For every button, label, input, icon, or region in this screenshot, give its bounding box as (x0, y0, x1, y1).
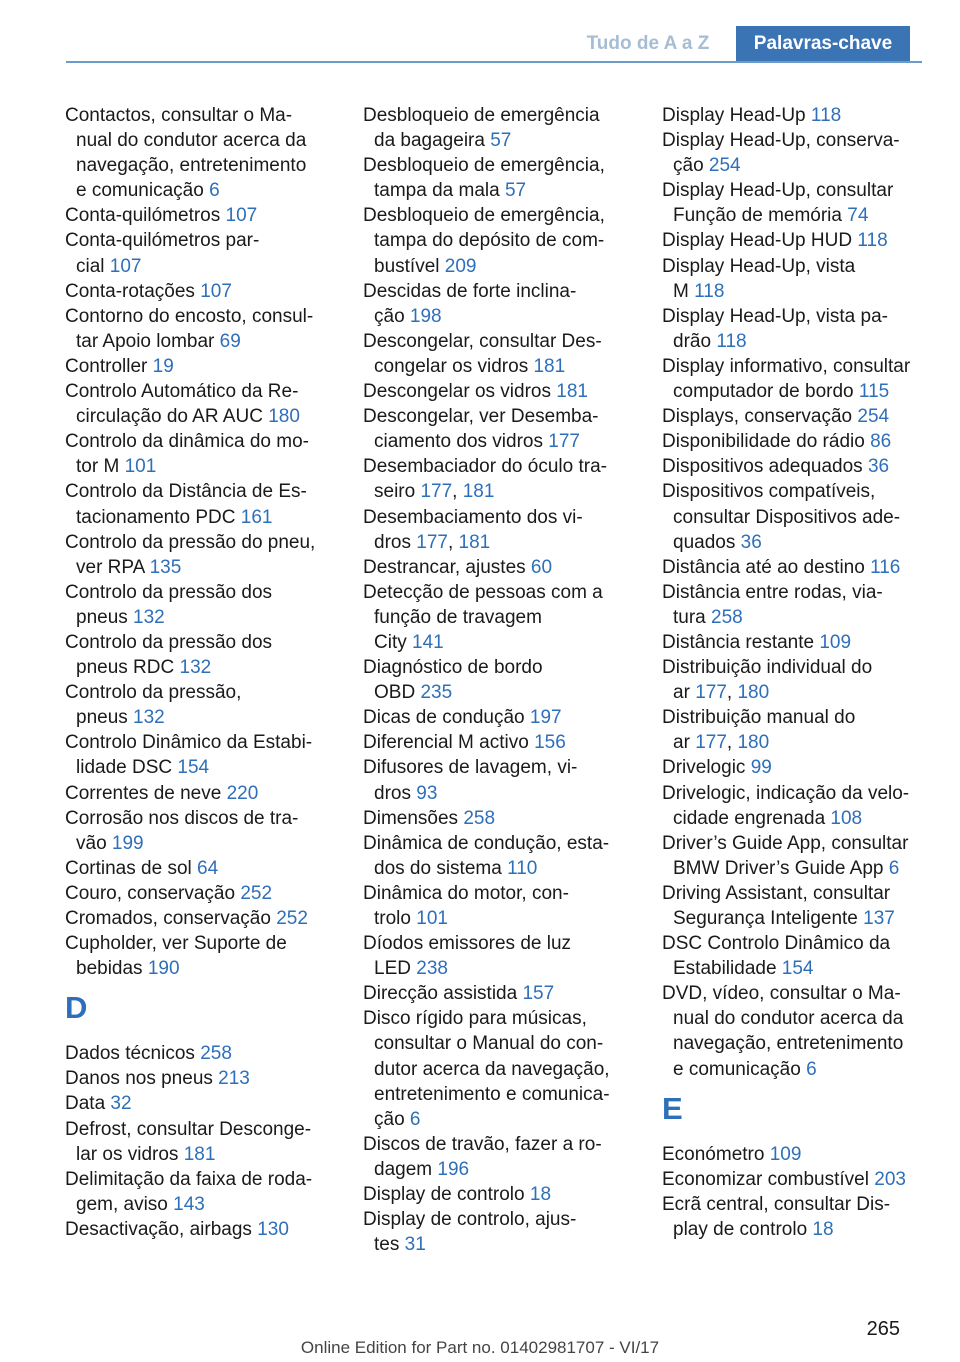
index-entry-text: Danos nos pneus (65, 1068, 219, 1090)
page-reference-link[interactable]: 69 (219, 330, 241, 352)
page-reference-link[interactable]: 238 (416, 958, 448, 980)
index-entry-text: ção (374, 305, 410, 327)
index-entry-text: Driving Assistant, consultar (662, 882, 891, 904)
index-entry (65, 580, 335, 630)
index-entry-text: dros (374, 531, 417, 553)
index-entry-text: DSC Controlo Dinâmico da (662, 933, 891, 955)
index-entry-text: tampa do depósito de com- (374, 230, 605, 252)
index-entry (65, 1117, 335, 1167)
index-entry-text: Desembaciamento dos vi- (363, 506, 583, 528)
index-entry (65, 479, 335, 529)
page-reference-link[interactable]: 6 (806, 1058, 817, 1080)
page-reference-link[interactable]: 252 (276, 908, 308, 929)
page-reference-link[interactable]: 220 (226, 782, 259, 804)
index-entry-text: Display Head-Up, consultar (662, 180, 894, 202)
index-entry-text: Difusores de lavagem, vi- (363, 757, 578, 779)
index-entry (65, 228, 335, 278)
index-entry (65, 630, 335, 680)
index-entry-text: Controlo da Distância de Es- (65, 481, 307, 503)
index-entry-text: Distância até ao destino (662, 556, 871, 578)
index-entry-text: e comunicação (76, 180, 210, 202)
index-entry-text: Função de memória (673, 205, 848, 227)
page-reference-link[interactable]: 86 (870, 431, 892, 453)
index-entry-text: ciamento dos vidros (374, 431, 549, 453)
index-entry (363, 931, 633, 981)
index-entry-text: drão (673, 330, 717, 352)
page-reference-link[interactable]: 118 (857, 230, 888, 252)
page-reference-link[interactable]: 177 (416, 531, 448, 553)
index-entry-text: Economizar combustível (662, 1168, 875, 1190)
index-entry-text: nual do condutor acerca da (673, 1008, 904, 1030)
index-entry (662, 1192, 930, 1242)
index-entry-text: congelar os vidros (374, 355, 534, 377)
index-entry-text: Dispositivos compatíveis, (662, 481, 876, 503)
index-entry-text: Controlo Dinâmico da Estabi- (65, 732, 313, 754)
index-entry (363, 279, 633, 329)
index-entry (363, 755, 633, 805)
index-entry-text: Estabilidade (673, 958, 782, 980)
page-reference-link[interactable]: 141 (412, 631, 444, 653)
index-entry (65, 680, 335, 730)
page-reference-link[interactable]: 209 (444, 255, 477, 277)
index-entry (662, 555, 930, 580)
page-reference-link[interactable]: 60 (530, 556, 553, 578)
page-reference-link[interactable]: 181 (533, 355, 566, 377)
index-entry-text: trolo (374, 908, 417, 929)
page-reference-link[interactable]: 118 (810, 105, 842, 126)
page-reference-link[interactable]: 109 (819, 631, 852, 653)
page-reference-link[interactable]: 36 (740, 531, 762, 553)
page-reference-link[interactable]: 101 (416, 908, 448, 929)
page-reference-link[interactable]: 115 (858, 381, 890, 403)
index-entry-text: Data (65, 1093, 111, 1115)
index-entry (363, 580, 633, 655)
index-entry-text: bustível (374, 255, 445, 277)
index-entry-text: computador de bordo (673, 381, 859, 403)
index-entry (363, 1006, 633, 1131)
index-entry-text: Display Head-Up, vista (662, 255, 856, 277)
index-entry-text: tar Apoio lombar (76, 330, 220, 352)
index-entry (363, 881, 633, 931)
index-entry (662, 1142, 930, 1167)
page-reference-link[interactable]: 181 (462, 481, 495, 503)
index-entry-text: tacionamento PDC (76, 506, 241, 528)
index-entry (65, 931, 335, 981)
index-entry-text: Direcção assistida (363, 983, 523, 1005)
index-entry-text: da bagageira (374, 130, 491, 152)
index-entry (662, 128, 930, 178)
index-entry (363, 103, 633, 153)
index-entry-text: Conta-quilómetros par- (65, 230, 260, 252)
index-entry-text: Contorno do encosto, consul- (65, 305, 314, 327)
index-entry-text: Conta-quilómetros (65, 205, 226, 227)
index-entry (363, 705, 633, 730)
index-entry-text: Displays, conservação (662, 406, 858, 428)
index-entry (363, 1182, 633, 1207)
page-reference-link[interactable]: 6 (409, 1108, 421, 1130)
page-reference-link[interactable]: 154 (781, 958, 814, 980)
index-entry (363, 806, 633, 831)
index-entry-text: Display de controlo (363, 1184, 530, 1206)
index-entry (662, 429, 930, 454)
index-entry-text: Display Head-Up, vista pa- (662, 305, 888, 327)
index-entry-text: Display informativo, consultar (662, 355, 911, 377)
page-reference-link[interactable]: 18 (812, 1218, 834, 1240)
page-reference-link[interactable]: 108 (830, 807, 863, 829)
index-entry (65, 530, 335, 580)
index-entry-text: e comunicação (673, 1058, 807, 1080)
index-entry (363, 555, 633, 580)
index-entry-text: Controlo Automático da Re- (65, 381, 299, 403)
index-entry-text: Corrosão nos discos de tra- (65, 807, 299, 829)
page-reference-link[interactable]: 57 (504, 180, 527, 202)
page-reference-link[interactable]: 190 (147, 958, 180, 980)
index-entry: Distribuição individual do ar 177, 180 (662, 657, 873, 704)
page-reference-link[interactable]: 258 (711, 606, 743, 628)
page-reference-link[interactable]: 258 (463, 807, 496, 829)
index-entry-text: OBD (374, 682, 421, 704)
index-entry-text: Descongelar, consultar Des- (363, 330, 602, 352)
page-reference-link[interactable]: 196 (437, 1158, 470, 1180)
index-entry-text: tor M (76, 456, 125, 478)
page-reference-link[interactable]: 197 (529, 707, 562, 729)
page-reference-link[interactable]: 110 (507, 857, 538, 879)
index-entry-text: LED (374, 958, 417, 980)
index-entry-text: Couro, conservação (65, 882, 241, 904)
page-reference-link[interactable]: 156 (534, 732, 566, 754)
index-entry-text: Desbloqueio de emergência (363, 105, 600, 126)
index-entry (65, 881, 335, 906)
page-reference-link[interactable]: 57 (490, 130, 512, 152)
index-entry-text: Dispositivos adequados (662, 456, 868, 478)
page-reference-link[interactable]: 107 (200, 280, 232, 302)
index-entry-text: tampa da mala (374, 180, 505, 202)
index-entry (65, 730, 335, 780)
page-reference-link[interactable]: 198 (409, 305, 442, 327)
page-reference-link[interactable]: 180 (268, 406, 300, 428)
index-entry-text: lidade DSC (76, 757, 178, 779)
section-tab[interactable]: Tudo de A a Z (586, 33, 710, 54)
page-reference-link[interactable]: 135 (149, 556, 182, 578)
page-reference-link[interactable]: 107 (109, 255, 142, 277)
index-entry (363, 655, 633, 705)
page-reference-link[interactable]: 203 (874, 1168, 906, 1190)
page-reference-link[interactable]: 252 (240, 882, 273, 904)
page-reference-link[interactable]: 137 (863, 908, 895, 929)
page-reference-link[interactable]: 101 (124, 456, 157, 478)
index-entry-text: Delimitação da faixa de roda- (65, 1168, 313, 1190)
index-entry-text: Discos de travão, fazer a ro- (363, 1133, 602, 1155)
index-entry (662, 931, 930, 981)
index-entry-text: Display Head-Up (662, 105, 811, 126)
index-entry-text: ção (374, 1108, 410, 1130)
index-entry (662, 404, 930, 429)
page-number: 265 (866, 1318, 900, 1340)
index-entry (65, 379, 335, 429)
page-reference-link[interactable]: 132 (133, 707, 165, 729)
index-entry (65, 1066, 335, 1091)
page-reference-link[interactable]: 6 (209, 180, 220, 202)
index-entry (662, 354, 930, 404)
page-reference-link[interactable]: 143 (173, 1193, 205, 1215)
page-reference-link[interactable]: 181 (458, 531, 491, 553)
index-entry-text: Desembaciador do óculo tra- (363, 456, 607, 478)
page-reference-link[interactable]: 118 (716, 330, 747, 352)
index-entry (363, 831, 633, 881)
page-reference-link[interactable]: 181 (183, 1143, 216, 1165)
index-entry-text: Cupholder, ver Suporte de (65, 933, 287, 955)
page-reference-link[interactable]: 32 (110, 1093, 132, 1115)
index-entry-text: pneus (76, 707, 134, 729)
header-divider (66, 61, 922, 63)
index-entry-text: Defrost, consultar Desconge- (65, 1118, 312, 1140)
page-reference-link[interactable]: 132 (179, 657, 212, 679)
index-entry-text: Conta-rotações (65, 280, 201, 302)
index-entry-text: circulação do AR AUC (76, 406, 269, 428)
page-reference-link[interactable]: 6 (888, 857, 900, 879)
page-reference-link[interactable]: 99 (750, 757, 772, 779)
index-entry-text: Dinâmica do motor, con- (363, 882, 569, 904)
index-entry-text: Distância entre rodas, via- (662, 581, 883, 603)
index-column-2 (363, 103, 633, 1257)
index-entry-text: dagem (374, 1158, 438, 1180)
index-entry-text: Dimensões (363, 807, 464, 829)
index-entry-text: Detecção de pessoas com a (363, 581, 603, 603)
index-entry-text: gem, aviso (76, 1193, 174, 1215)
page-reference-link[interactable]: 116 (870, 556, 901, 578)
index-entry-text: seiro (374, 481, 421, 503)
page-reference-link[interactable]: 181 (556, 381, 588, 403)
index-entry (363, 1207, 633, 1257)
index-entry (65, 1091, 335, 1116)
index-entry (363, 379, 633, 404)
page-reference-link[interactable]: 157 (522, 983, 555, 1005)
index-entry (662, 831, 930, 881)
index-entry-text: M (673, 280, 695, 302)
page-reference-link[interactable]: 93 (416, 782, 438, 804)
index-entry: Desembaciador do óculo tra- seiro 177, 181 (363, 456, 607, 503)
index-entry (65, 856, 335, 881)
index-entry-text: Drivelogic (662, 757, 751, 779)
index-entry-text: Controlo da pressão dos (65, 581, 273, 603)
index-entry-text: Disponibilidade do rádio (662, 431, 871, 453)
index-entry-text: DVD, vídeo, consultar o Ma- (662, 983, 901, 1005)
index-entry: Desembaciamento dos vi- dros 177, 181 (363, 506, 583, 553)
index-entry-text: cial (76, 255, 110, 277)
index-entry (363, 329, 633, 379)
index-entry: Distribuição manual do ar 177, 180 (662, 707, 856, 754)
index-entry-text: lar os vidros (76, 1143, 184, 1165)
index-entry (662, 630, 930, 655)
index-entry-text: Diagnóstico de bordo (363, 657, 543, 679)
index-entry-text: Controlo da pressão do pneu, (65, 531, 316, 553)
page-reference-link[interactable]: 254 (708, 155, 741, 177)
index-entry-text: ção (673, 155, 709, 177)
index-entry-text: dros (374, 782, 417, 804)
index-entry-text: Controller (65, 355, 153, 377)
index-entry-text: Dinâmica de condução, esta- (363, 832, 610, 854)
index-entry-text: dos do sistema (374, 857, 508, 879)
index-entry (363, 1132, 633, 1182)
index-entry-text: Controlo da pressão dos (65, 631, 273, 653)
page-reference-link[interactable]: 107 (225, 205, 258, 227)
index-entry-text: Desbloqueio de emergência, (363, 155, 605, 177)
page-reference-link[interactable]: 180 (737, 682, 770, 704)
index-entry-text: Ecrã central, consultar Dis- (662, 1193, 891, 1215)
index-entry (65, 781, 335, 806)
index-entry-text: Económetro (662, 1143, 770, 1165)
index-entry-text: Distribuição individual do (662, 657, 873, 679)
index-entry-text: Controlo da pressão, (65, 682, 242, 704)
index-entry-text: play de controlo (673, 1218, 813, 1240)
index-entry (662, 228, 930, 253)
keywords-tab[interactable]: Palavras-chave (736, 26, 910, 62)
index-entry (662, 781, 930, 831)
index-entry-text: Segurança Inteligente (673, 908, 864, 929)
page-reference-link[interactable]: 31 (404, 1234, 426, 1256)
index-entry-text: dutor acerca da navegação, (374, 1058, 610, 1080)
page-reference-link[interactable]: 177 (548, 431, 580, 453)
index-entry-text: consultar o Manual do con- (374, 1033, 604, 1055)
page-reference-link[interactable]: 235 (420, 682, 453, 704)
index-entry (65, 429, 335, 479)
index-entry (662, 103, 930, 128)
index-entry (363, 981, 633, 1006)
page-reference-link[interactable]: 258 (200, 1043, 232, 1065)
index-entry (662, 178, 930, 228)
index-entry (662, 1167, 930, 1192)
index-entry (662, 881, 930, 931)
index-entry-text: Contactos, consultar o Ma- (65, 105, 293, 126)
page-reference-link[interactable]: 199 (111, 832, 144, 854)
index-entry (662, 304, 930, 354)
footer-edition-text: Online Edition for Part no. 01402981707 - VI/17 (300, 1338, 660, 1357)
index-entry-text: Desbloqueio de emergência, (363, 205, 605, 227)
index-entry-text: pneus (76, 606, 134, 628)
index-entry-text: Correntes de neve (65, 782, 227, 804)
index-entry (65, 304, 335, 354)
index-entry-text: Driver’s Guide App, consultar (662, 832, 909, 854)
index-entry-text: Display Head-Up HUD (662, 230, 858, 252)
index-entry-text: Descidas de forte inclina- (363, 280, 577, 302)
index-entry-text: BMW Driver’s Guide App (673, 857, 889, 879)
index-entry (65, 906, 335, 931)
index-column-1 (65, 103, 335, 1242)
index-entry-text: vão (76, 832, 112, 854)
index-letter-heading: D (65, 990, 88, 1026)
index-entry-text: tes (374, 1234, 405, 1256)
index-entry-text: entretenimento e comunica- (374, 1083, 610, 1105)
index-entry-text: pneus RDC (76, 657, 180, 679)
index-entry-text: Descongelar, ver Desemba- (363, 406, 599, 428)
page-reference-link[interactable]: 36 (867, 456, 890, 478)
index-entry (65, 354, 335, 379)
index-entry-text: função de travagem (374, 606, 542, 628)
index-entry-text: Distribuição manual do (662, 707, 856, 729)
page-reference-link[interactable]: 130 (257, 1218, 289, 1240)
index-entry-text: navegação, entretenimento (76, 155, 307, 177)
index-entry (65, 203, 335, 228)
index-entry-text: Cromados, conservação (65, 908, 277, 929)
index-entry-text: ar (673, 732, 696, 754)
index-entry-text: cidade engrenada (673, 807, 831, 829)
index-entry (65, 1041, 335, 1066)
page-reference-link[interactable]: 177 (420, 481, 453, 503)
index-entry-text: Disco rígido para músicas, (363, 1008, 587, 1030)
index-entry-text: Díodos emissores de luz (363, 933, 572, 955)
page-reference-link[interactable]: 64 (197, 857, 219, 879)
index-entry-text: Display de controlo, ajus- (363, 1209, 577, 1231)
index-entry-text: nual do condutor acerca da (76, 130, 307, 152)
index-entry (662, 479, 930, 554)
page-reference-link[interactable]: 18 (529, 1184, 552, 1206)
index-entry (363, 153, 633, 203)
page-reference-link[interactable]: 118 (694, 280, 725, 302)
index-entry-text: Cortinas de sol (65, 857, 198, 879)
index-entry (65, 1217, 335, 1242)
index-entry (363, 404, 633, 454)
index-entry-text: ar (673, 682, 696, 704)
index-entry (65, 103, 335, 203)
index-entry-text: Display Head-Up, conserva- (662, 130, 900, 152)
index-entry (65, 1167, 335, 1217)
page-header (0, 0, 960, 62)
page-reference-link[interactable]: 180 (737, 732, 770, 754)
index-column-3 (662, 103, 930, 1242)
page-reference-link[interactable]: 132 (133, 606, 165, 628)
index-entry (363, 203, 633, 278)
index-letter-heading: E (662, 1090, 683, 1126)
index-entry (662, 981, 930, 1081)
page-reference-link[interactable]: 19 (152, 355, 174, 377)
index-entry-text: Descongelar os vidros (363, 381, 557, 403)
index-entry (662, 580, 930, 630)
page-reference-link[interactable]: 177 (695, 682, 727, 704)
index-entry-text: bebidas (76, 958, 148, 980)
page-reference-link[interactable]: 161 (240, 506, 273, 528)
index-entry-text: navegação, entretenimento (673, 1033, 904, 1055)
index-entry-text: Destrancar, ajustes (363, 556, 531, 578)
page-reference-link[interactable]: 254 (857, 406, 890, 428)
index-entry-text: Distância restante (662, 631, 820, 653)
index-entry (662, 254, 930, 304)
page-reference-link[interactable]: 213 (218, 1068, 250, 1090)
index-entry-text: tura (673, 606, 712, 628)
index-entry-text: quados (673, 531, 741, 553)
index-entry-text: Diferencial M activo (363, 732, 535, 754)
page-reference-link[interactable]: 74 (847, 205, 869, 227)
index-entry-text: consultar Dispositivos ade- (673, 506, 901, 528)
page-reference-link[interactable]: 154 (177, 757, 210, 779)
index-entry (662, 454, 930, 479)
index-entry (662, 755, 930, 780)
index-entry-text: Desactivação, airbags (65, 1218, 258, 1240)
index-entry-text: Dados técnicos (65, 1043, 201, 1065)
index-entry (65, 279, 335, 304)
page-reference-link[interactable]: 109 (769, 1143, 802, 1165)
page-reference-link[interactable]: 177 (695, 732, 727, 754)
index-entry (65, 806, 335, 856)
index-entry-text: Drivelogic, indicação da velo- (662, 782, 910, 804)
index-entry-text: ver RPA (76, 556, 150, 578)
index-entry (363, 730, 633, 755)
index-entry-text: Dicas de condução (363, 707, 530, 729)
index-entry-text: City (374, 631, 412, 653)
index-entry-text: Controlo da dinâmica do mo- (65, 431, 309, 453)
